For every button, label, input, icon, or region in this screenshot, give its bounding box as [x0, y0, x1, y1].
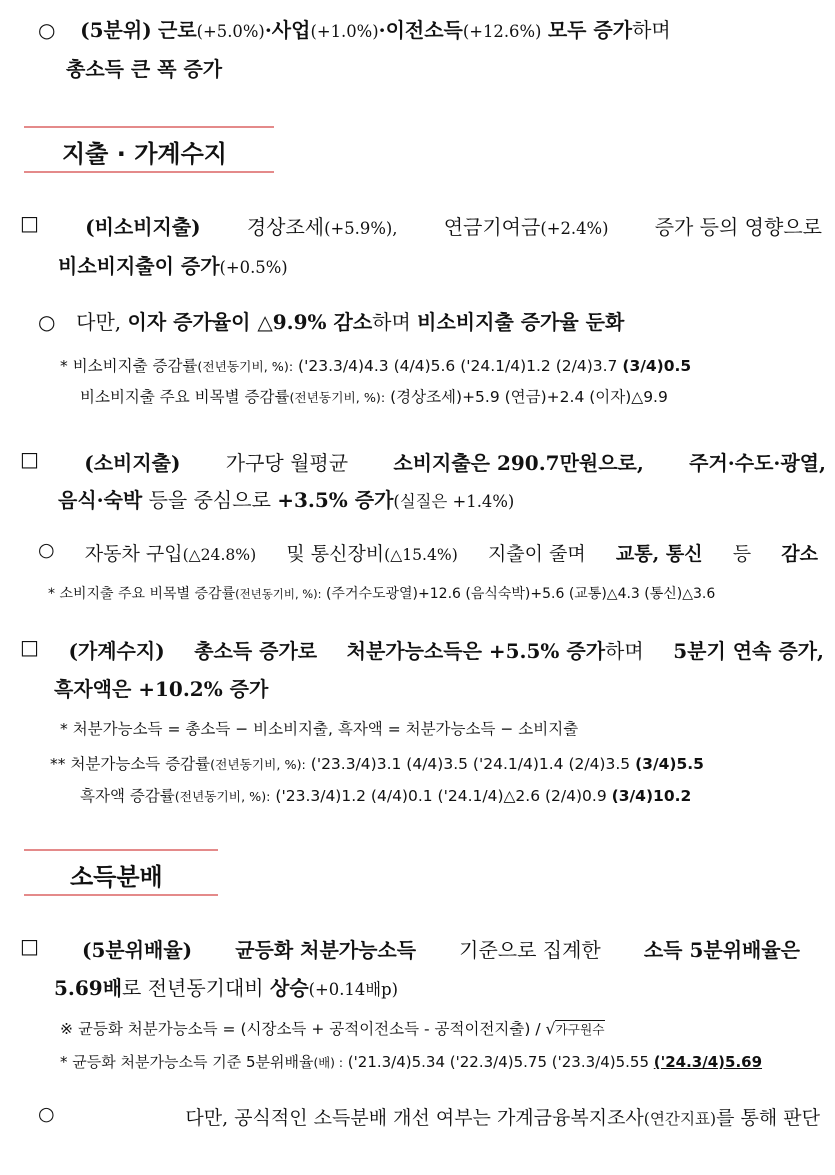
heading-title: 지출 · 가계수지 — [62, 140, 227, 168]
consumption-note — [48, 583, 715, 603]
total-income-line — [66, 53, 222, 82]
balance-note-3 — [80, 784, 691, 806]
square-bullet: □ — [20, 635, 39, 659]
note-values: (주거수도광열)+12.6 (음식숙박)+5.6 (교통)△4.3 (통신)△3.6 — [325, 586, 716, 602]
root-argument: 가구원수 — [555, 1022, 605, 1037]
consumption-amount: 소비지출은 290.7만원으로, — [393, 451, 644, 475]
section-heading-expenditure — [24, 126, 274, 174]
square-root — [546, 1019, 605, 1038]
interest-decrease: 이자 증가율이 △9.9% 감소 — [127, 310, 373, 334]
note-label: 비소비지출 증감률 — [72, 357, 198, 375]
note-latest: ('24.3/4)5.69 — [653, 1053, 763, 1071]
business-rate: (+1.0%) — [310, 22, 379, 41]
slowdown-text: 비소비지출 증가율 둔화 — [417, 310, 625, 334]
decrease-text: 감소 — [781, 543, 818, 565]
business-label: ·사업 — [264, 18, 311, 42]
annual-indicator: (연간지표) — [643, 1110, 717, 1128]
etc-text: 등 — [732, 543, 752, 565]
pension-rate: (+2.4%) — [540, 219, 609, 238]
note-basis: (전년동기비, %): — [174, 789, 271, 804]
quintile-ratio-line-2 — [54, 972, 398, 1001]
rise-text: 상승 — [270, 976, 309, 1000]
heading-bottom-rule — [24, 171, 274, 173]
note-basis: (배) : — [313, 1056, 344, 1070]
cause-text: 증가 등의 영향으로 — [654, 215, 822, 239]
reference-mark: ※ — [60, 1020, 73, 1038]
nonconsumption-increase: 비소비지출이 증가 — [58, 254, 220, 278]
surplus-increase: 흑자액은 +10.2% 증가 — [54, 677, 269, 701]
note-basis: (전년동기비, %): — [197, 359, 294, 374]
asterisk: * — [60, 1053, 68, 1071]
section-heading-distribution — [24, 849, 218, 897]
asterisk: * — [60, 357, 68, 375]
equivalized-note-2 — [60, 1051, 762, 1072]
all-increase: 모두 증가 — [547, 18, 633, 42]
basis-text: 기준으로 집계한 — [459, 938, 601, 962]
tax-label: 경상조세 — [246, 215, 325, 239]
transport-telecom: 교통, 통신 — [615, 543, 703, 565]
suffix: 하며 — [632, 18, 671, 42]
equivalized-note-1 — [60, 1017, 605, 1039]
note-label: 비소비지출 주요 비목별 증감률 — [80, 388, 290, 406]
consumption-line-1 — [20, 447, 826, 476]
official-judgement-line — [38, 1103, 820, 1130]
note-values: (경상조세)+5.9 (연금)+2.4 (이자)△9.9 — [390, 388, 668, 406]
transfer-label: ·이전소득 — [378, 18, 463, 42]
double-asterisk: ** — [50, 755, 66, 773]
note-latest: (3/4)5.5 — [635, 755, 704, 773]
note-label: 처분가능소득 증감률 — [70, 755, 211, 773]
ratio-label: (5분위배율) — [82, 938, 193, 962]
vehicle-text: 자동차 구입 — [84, 543, 183, 565]
nonconsumption-label: (비소비지출) — [85, 215, 201, 239]
consumption-label: (소비지출) — [84, 451, 181, 475]
heading-top-rule — [24, 849, 218, 851]
pension-label: 연금기여금 — [443, 215, 541, 239]
note-values: ('21.3/4)5.34 ('22.3/4)5.75 ('23.3/4)5.55 — [347, 1053, 649, 1071]
note-basis: (전년동기비, %): — [289, 390, 386, 405]
however-text: 다만, — [76, 310, 122, 334]
rise-amount: (+0.14배p) — [308, 980, 398, 999]
consecutive-text: 5분기 연속 증가, — [673, 639, 824, 663]
heading-bottom-rule — [24, 894, 218, 896]
circle-bullet: ○ — [38, 310, 56, 334]
tax-rate: (+5.9%), — [324, 219, 398, 238]
income-quintile-line — [38, 14, 671, 43]
housing-text: 주거·수도·광열, — [689, 451, 826, 475]
labor-label: 근로 — [158, 18, 197, 42]
note-values: ('23.3/4)1.2 (4/4)0.1 ('24.1/4)△2.6 (2/4)0.9 — [275, 787, 607, 805]
vehicle-rate: (△24.8%) — [182, 546, 257, 564]
consumption-increase: +3.5% 증가 — [277, 488, 394, 512]
note-basis: (전년동기비, %): — [210, 757, 306, 772]
square-bullet: □ — [20, 447, 39, 471]
note-values: ('23.3/4)4.3 (4/4)5.6 ('24.1/4)1.2 (2/4)3.7 — [298, 357, 618, 375]
telecom-text: 및 통신장비 — [286, 543, 385, 565]
yoy-text: 로 전년동기대비 — [122, 976, 264, 1000]
equivalized-income: 균등화 처분가능소득 — [235, 938, 417, 962]
square-bullet: □ — [20, 211, 39, 235]
nonconsumption-rate: (+0.5%) — [219, 258, 288, 277]
square-bullet: □ — [20, 934, 39, 958]
note-label: 소비지출 주요 비목별 증감률 — [59, 586, 236, 602]
note-label: 균등화 처분가능소득 기준 5분위배율 — [72, 1053, 314, 1071]
vehicle-line — [38, 539, 818, 566]
judgement-text: 다만, 공식적인 소득분배 개선 여부는 가계금융복지조사 — [185, 1107, 644, 1129]
quintile-ratio-line-1 — [20, 934, 800, 963]
note-label: 흑자액 증감률 — [80, 787, 175, 805]
circle-bullet: ○ — [38, 1103, 55, 1125]
nonconsumption-line-1 — [20, 211, 822, 240]
balance-note-2 — [50, 752, 704, 774]
ratio-text: 소득 5분위배율은 — [643, 938, 800, 962]
judgement-suffix: 를 통해 판단 — [716, 1107, 820, 1129]
transfer-rate: (+12.6%) — [462, 22, 542, 41]
note-latest: (3/4)10.2 — [611, 787, 692, 805]
reduce-text: 지출이 줄며 — [487, 543, 586, 565]
household-text: 가구당 월평균 — [225, 451, 349, 475]
balance-label: (가계수지) — [68, 639, 165, 663]
suffix: 하며 — [372, 310, 411, 334]
balance-note-1 — [60, 717, 578, 739]
total-income-text: 총소득 큰 폭 증가 — [66, 57, 223, 81]
suffix: 하며 — [605, 639, 644, 663]
labor-rate: (+5.0%) — [196, 22, 265, 41]
ratio-value: 5.69배 — [54, 976, 123, 1000]
formula-text: 균등화 처분가능소득 = (시장소득 + 공적이전소득 - 공적이전지출) / — [77, 1020, 541, 1038]
asterisk: * — [48, 586, 55, 602]
center-text: 등을 중심으로 — [148, 488, 271, 512]
disposable-increase: 처분가능소득은 +5.5% 증가 — [346, 639, 606, 663]
telecom-rate: (△15.4%) — [384, 546, 458, 564]
root-sign: √ — [545, 1020, 556, 1038]
nonconsumption-line-2 — [58, 250, 288, 279]
asterisk: * — [60, 720, 68, 738]
balance-line-2 — [54, 673, 268, 702]
note-basis: (전년동기비, %): — [235, 587, 322, 601]
circle-bullet: ○ — [38, 539, 55, 561]
definition-text: 처분가능소득 = 총소득 − 비소비지출, 흑자액 = 처분가능소득 − 소비지출 — [72, 720, 579, 738]
real-rate: (실질은 +1.4%) — [393, 492, 515, 511]
note-values: ('23.3/4)3.1 (4/4)3.5 ('24.1/4)1.4 (2/4)3.5 — [310, 755, 631, 773]
consumption-line-2 — [58, 484, 514, 513]
total-income-increase: 총소득 증가로 — [194, 639, 318, 663]
nonconsumption-note-2 — [80, 385, 668, 407]
heading-title: 소득분배 — [70, 863, 163, 891]
note-latest: (3/4)0.5 — [622, 357, 692, 375]
circle-bullet: ○ — [38, 18, 56, 42]
food-lodging: 음식·숙박 — [58, 488, 143, 512]
interest-line — [38, 306, 624, 335]
balance-line-1 — [20, 635, 824, 664]
heading-top-rule — [24, 126, 274, 128]
nonconsumption-note-1 — [60, 354, 691, 376]
quintile-label: (5분위) — [80, 18, 152, 42]
